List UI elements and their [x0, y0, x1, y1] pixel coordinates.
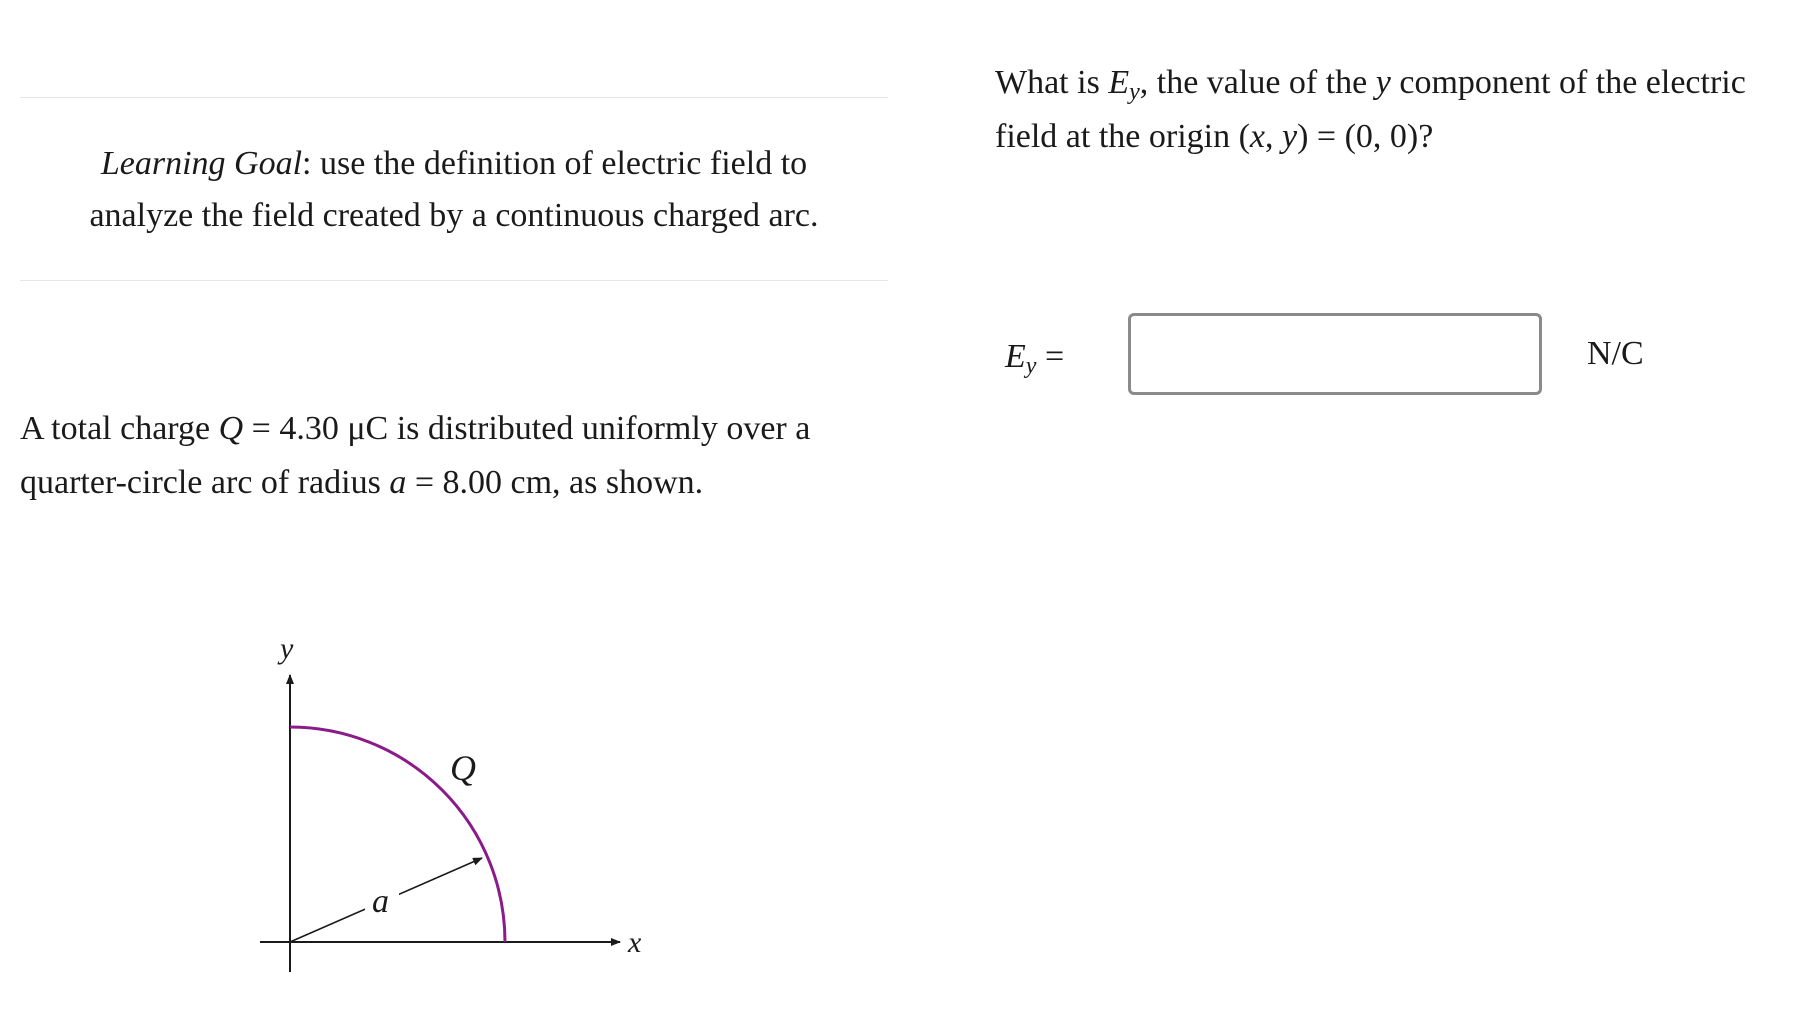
problem-line2-post: = 8.00 cm, as shown. [406, 464, 704, 501]
question-line2-post: ) = (0, 0)? [1297, 118, 1434, 155]
x-axis-label: x [628, 926, 642, 959]
answer-label-sub: y [1025, 353, 1037, 379]
charge-label: Q [450, 748, 476, 788]
radius-label: a [372, 883, 389, 920]
question-line1-post: component of the electric [1390, 64, 1746, 101]
question-line1-mid: , the value of the [1139, 64, 1376, 101]
learning-goal-text-line1: : use the definition of electric field to [302, 145, 808, 182]
radius-symbol: a [389, 464, 407, 501]
question-symbol-sub: y [1129, 79, 1140, 105]
question-line2-pre: field at the origin ( [995, 118, 1250, 155]
problem-statement [20, 402, 900, 510]
question-line2-x: x [1249, 118, 1266, 155]
y-axis-label: y [280, 632, 294, 665]
problem-line2-pre: quarter-circle arc of radius [20, 464, 390, 501]
question-line1-y: y [1375, 64, 1391, 101]
charge-symbol: Q [218, 410, 244, 447]
bottom-divider [20, 280, 888, 281]
answer-label [1005, 330, 1064, 384]
answer-label-equals: = [1036, 338, 1065, 375]
question-symbol-e: E [1108, 64, 1130, 101]
question-text [995, 56, 1816, 164]
top-divider [20, 97, 888, 98]
problem-line1-post: = 4.30 μC is distributed uniformly over a [243, 410, 811, 447]
question-line2-y: y [1282, 118, 1298, 155]
ey-answer-input[interactable] [1128, 313, 1542, 395]
quarter-circle-diagram [240, 620, 680, 990]
learning-goal [20, 138, 888, 242]
learning-goal-text-line2: analyze the field created by a continuous charged arc. [89, 197, 819, 234]
problem-line1-pre: A total charge [20, 410, 219, 447]
answer-label-e: E [1005, 338, 1026, 375]
unit-label: N/C [1587, 335, 1644, 372]
learning-goal-label: Learning Goal [100, 145, 303, 182]
question-line2-comma: , [1265, 118, 1283, 155]
question-line1-pre: What is [995, 64, 1109, 101]
